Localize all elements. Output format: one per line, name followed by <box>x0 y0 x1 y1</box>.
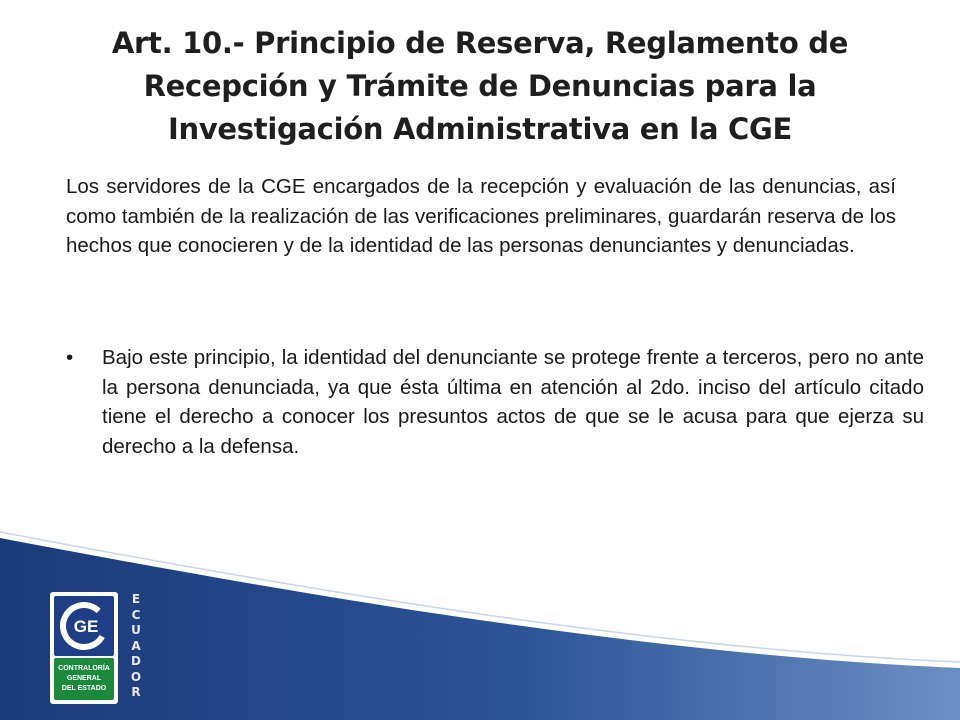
cge-logo <box>50 592 118 704</box>
cge-monogram-icon <box>54 596 114 656</box>
bullet-text: Bajo este principio, la identidad del denunciante se protege frente a terceros, pero no ante la persona denunciada, ya que ésta última en atención al 2do. inciso del artículo citado tiene el derecho a conocer los presuntos actos de que se le acusa para que ejerza su derecho a la defensa. <box>102 346 924 458</box>
country-letter: D <box>131 654 141 668</box>
title-line: Investigación Administrativa en la CGE <box>167 112 793 146</box>
logo-name-line: GENERAL <box>66 675 102 682</box>
country-vertical-text <box>124 592 148 701</box>
svg-text:GE: GE <box>73 617 99 636</box>
logo-name-line: DEL ESTADO <box>61 685 107 692</box>
bullet-marker: • <box>66 346 74 369</box>
title-line: Art. 10.- Principio de Reserva, Reglamento de <box>111 26 849 60</box>
country-letter: U <box>131 623 141 637</box>
body-paragraph: Los servidores de la CGE encargados de la recepción y evaluación de las denuncias, así como también de la realización de las verificaciones preliminares, guardarán reserva de los hechos que conocieren y de la identidad de las personas denunciantes y denunciadas. <box>66 175 896 257</box>
bullet-item <box>66 343 924 461</box>
country-letter: O <box>130 669 142 684</box>
slide-title <box>40 22 920 151</box>
logo-name-band <box>54 658 114 700</box>
country-letter: A <box>131 638 141 653</box>
title-line: Recepción y Trámite de Denuncias para la <box>143 69 817 103</box>
country-letter: C <box>131 607 141 622</box>
country-letter: E <box>131 592 141 606</box>
country-letter: R <box>131 685 141 699</box>
logo-name-line: CONTRALORÍA <box>58 665 110 672</box>
